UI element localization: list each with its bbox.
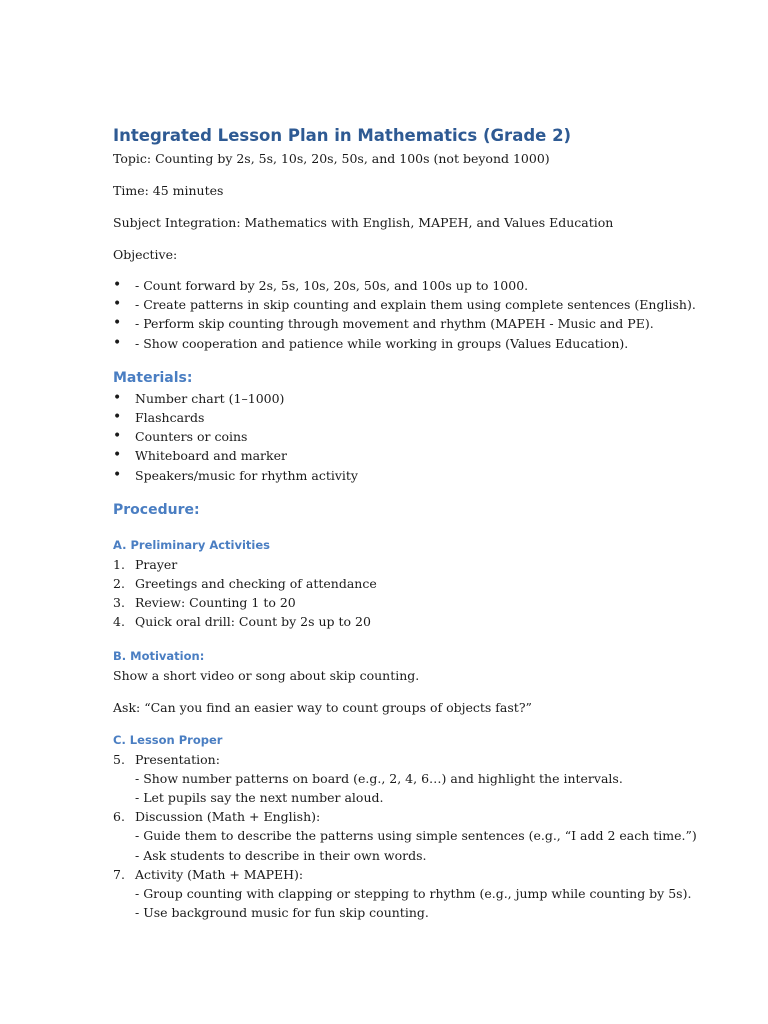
objective-label: Objective: [113,247,178,262]
list-item [113,389,713,408]
sub-item-text: - Show number patterns on board (e.g., 2, 4, 6…) and highlight the intervals. [135,770,623,786]
motivation-ask: Ask: “Can you find an easier way to count groups of objects fast?” [113,699,532,715]
item-text: Discussion (Math + English): [135,809,321,825]
material-text: Whiteboard and marker [135,448,287,464]
sub-item-text: - Guide them to describe the patterns using simple sentences (e.g., “I add 2 each time.”) [135,828,697,844]
list-item [113,446,713,465]
sub-item-text: - Let pupils say the next number aloud. [135,790,384,806]
list-item [113,555,713,574]
materials-heading: Materials: [113,369,193,386]
objectives-list [113,276,713,353]
preliminary-heading: A. Preliminary Activities [113,537,270,552]
bullet-icon: • [113,389,122,406]
bullet-icon: • [113,334,122,351]
document-title: Integrated Lesson Plan in Mathematics (Grade 2) [113,126,572,145]
item-text: Activity (Math + MAPEH): [135,866,304,882]
subject-integration-line: Subject Integration: Mathematics with English, MAPEH, and Values Education [113,215,614,230]
objective-text: - Perform skip counting through movement and rhythm (MAPEH - Music and PE). [135,316,654,332]
list-item [113,750,713,808]
item-number: 3. [113,595,125,611]
item-number: 2. [113,576,125,592]
objective-text: - Show cooperation and patience while working in groups (Values Education). [135,335,629,351]
item-number: 7. [113,866,125,882]
item-number: 5. [113,751,125,767]
list-item [113,314,713,333]
sub-item-text: - Use background music for fun skip counting. [135,905,429,921]
bullet-icon: • [113,428,122,445]
bullet-icon: • [113,447,122,464]
lesson-proper-heading: C. Lesson Proper [113,732,223,747]
material-text: Flashcards [135,410,205,426]
motivation-heading: B. Motivation: [113,648,205,663]
bullet-icon: • [113,315,122,332]
item-number: 4. [113,614,125,630]
list-item [113,612,713,631]
procedure-heading: Procedure: [113,501,200,518]
document-content [113,123,713,922]
list-item [113,593,713,612]
material-text: Speakers/music for rhythm activity [135,467,358,483]
bullet-icon: • [113,277,122,293]
objective-text: - Create patterns in skip counting and explain them using complete sentences (English). [135,297,696,313]
bullet-icon: • [113,296,122,313]
materials-list [113,389,713,485]
list-item [113,295,713,314]
item-text: Prayer [135,556,178,572]
sub-item-text: - Ask students to describe in their own words. [135,847,427,863]
motivation-text: Show a short video or song about skip counting. [113,667,420,683]
list-item [113,427,713,446]
preliminary-list [113,555,713,632]
time-line: Time: 45 minutes [113,183,224,198]
material-text: Counters or coins [135,429,248,445]
list-item [113,865,713,923]
item-text: Presentation: [135,751,220,767]
bullet-icon: • [113,466,122,483]
list-item [113,276,713,295]
item-number: 1. [113,556,125,572]
list-item [113,334,713,353]
list-item [113,466,713,485]
item-number: 6. [113,809,125,825]
item-text: Quick oral drill: Count by 2s up to 20 [135,614,371,630]
item-text: Review: Counting 1 to 20 [135,595,296,611]
sub-item-text: - Group counting with clapping or stepping to rhythm (e.g., jump while counting by 5s). [135,886,692,902]
list-item [113,807,713,865]
topic-line: Topic: Counting by 2s, 5s, 10s, 20s, 50s, and 100s (not beyond 1000) [113,151,550,166]
list-item [113,408,713,427]
material-text: Number chart (1–1000) [135,390,285,406]
item-text: Greetings and checking of attendance [135,576,377,592]
bullet-icon: • [113,409,122,426]
objective-text: - Count forward by 2s, 5s, 10s, 20s, 50s, and 100s up to 1000. [135,278,529,293]
lesson-proper-list [113,750,713,923]
list-item [113,574,713,593]
